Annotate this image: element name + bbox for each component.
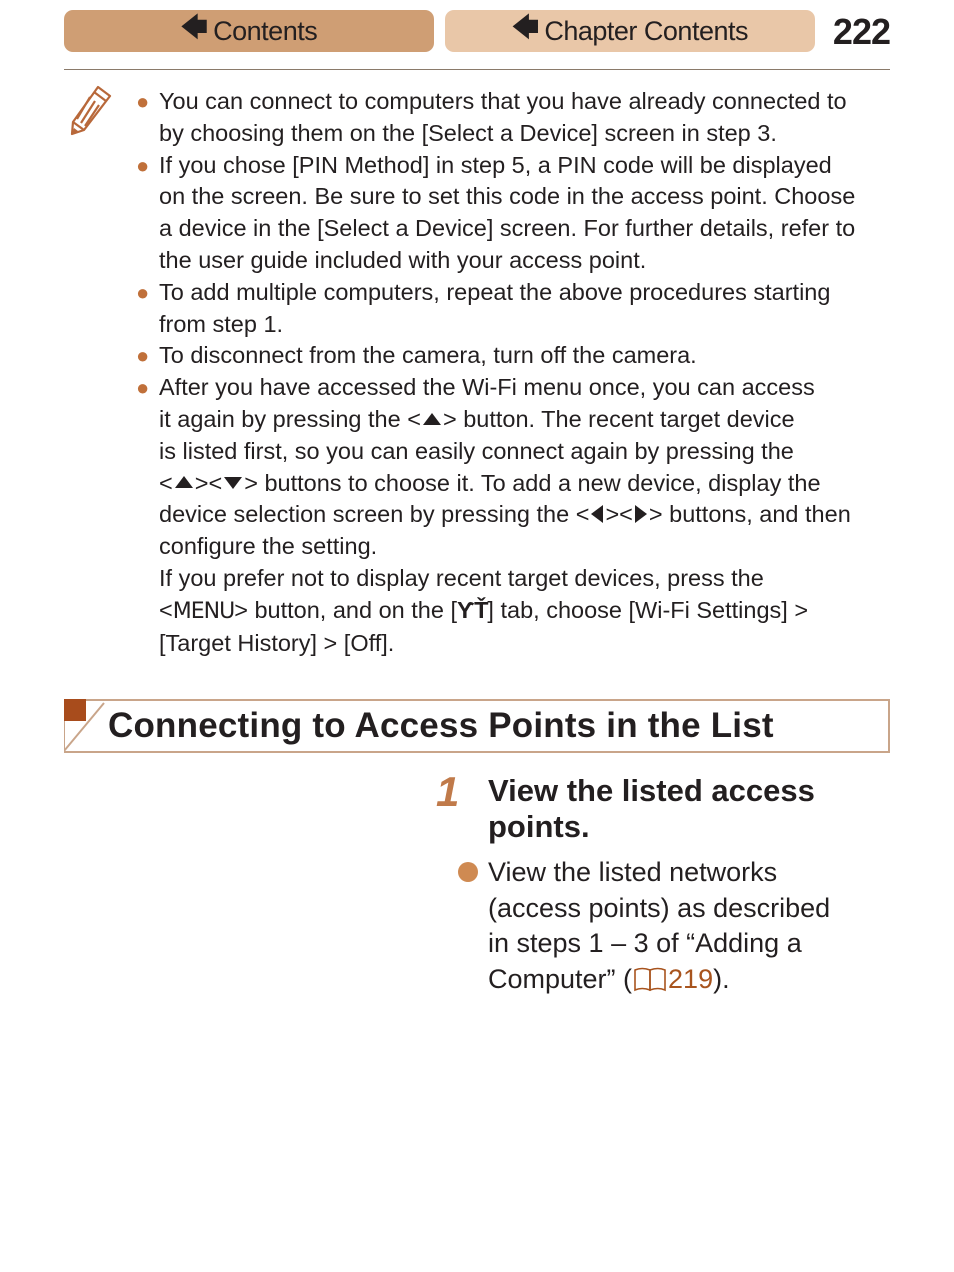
contents-button[interactable] bbox=[64, 10, 434, 52]
chapter-contents-button[interactable] bbox=[445, 10, 815, 52]
page-number: 222 bbox=[832, 11, 890, 52]
step-number: 1 bbox=[436, 768, 460, 815]
up-arrow-icon bbox=[175, 476, 193, 488]
step-heading: View the listed access points. bbox=[488, 773, 815, 844]
bullet-icon: ● bbox=[136, 279, 150, 305]
list-item: ● To add multiple computers, repeat the above procedures starting from step 1. bbox=[136, 278, 831, 337]
header-divider bbox=[64, 69, 890, 70]
bullet-icon bbox=[458, 862, 478, 882]
contents-label: Contents bbox=[213, 15, 318, 46]
list-item: ● After you have accessed the Wi-Fi menu once, you can access it again by pressing the < > button. The recent target device is listed first, so you can easily connect again by pressing the < >< > buttons to choose it. To add a new device, display the device selection screen by pressing the < >< > buttons, and then configure the setting. If you prefer not to display recent target devices, press the <MENU> button, and on the [ƳŤ] tab, choose [Wi-Fi Settings] > [Target History] > [Off]. bbox=[136, 374, 851, 656]
list-item: ● If you chose [PIN Method] in step 5, a PIN code will be displayed on the screen. Be sure to set this code in the access point. Choose a device in the [Select a Device] screen. For further details, refer to the user guide included with your access point. bbox=[136, 151, 856, 273]
bullet-icon: ● bbox=[136, 343, 150, 369]
right-arrow-icon bbox=[635, 505, 647, 523]
left-arrow-icon bbox=[591, 505, 603, 523]
section-marker bbox=[64, 699, 86, 721]
list-item: ● To disconnect from the camera, turn off the camera. bbox=[134, 340, 894, 372]
step-description: View the listed networks (access points) as described in steps 1 – 3 of “Adding a Computer” ( 219). bbox=[488, 857, 831, 994]
tools-tab-icon: ƳŤ bbox=[456, 596, 488, 623]
section-title: Connecting to Access Points in the List bbox=[108, 706, 774, 745]
up-arrow-icon bbox=[423, 413, 441, 425]
bullet-icon: ● bbox=[136, 375, 150, 401]
bullet-icon: ● bbox=[136, 89, 150, 114]
back-arrow-icon: 🡄 bbox=[512, 12, 539, 42]
down-arrow-icon bbox=[224, 477, 242, 489]
page-reference-link[interactable]: 219 bbox=[668, 963, 714, 994]
chapter-contents-label: Chapter Contents bbox=[544, 15, 748, 46]
bullet-icon: ● bbox=[136, 152, 150, 178]
menu-button-glyph: MENU bbox=[172, 598, 235, 624]
list-item: ● You can connect to computers that you have already connected to by choosing them on the [Select a Device] screen in step 3. bbox=[136, 88, 847, 146]
book-icon bbox=[633, 966, 667, 992]
back-arrow-icon: 🡄 bbox=[180, 12, 208, 42]
notes-list bbox=[134, 86, 894, 659]
pencil-icon bbox=[68, 84, 114, 138]
